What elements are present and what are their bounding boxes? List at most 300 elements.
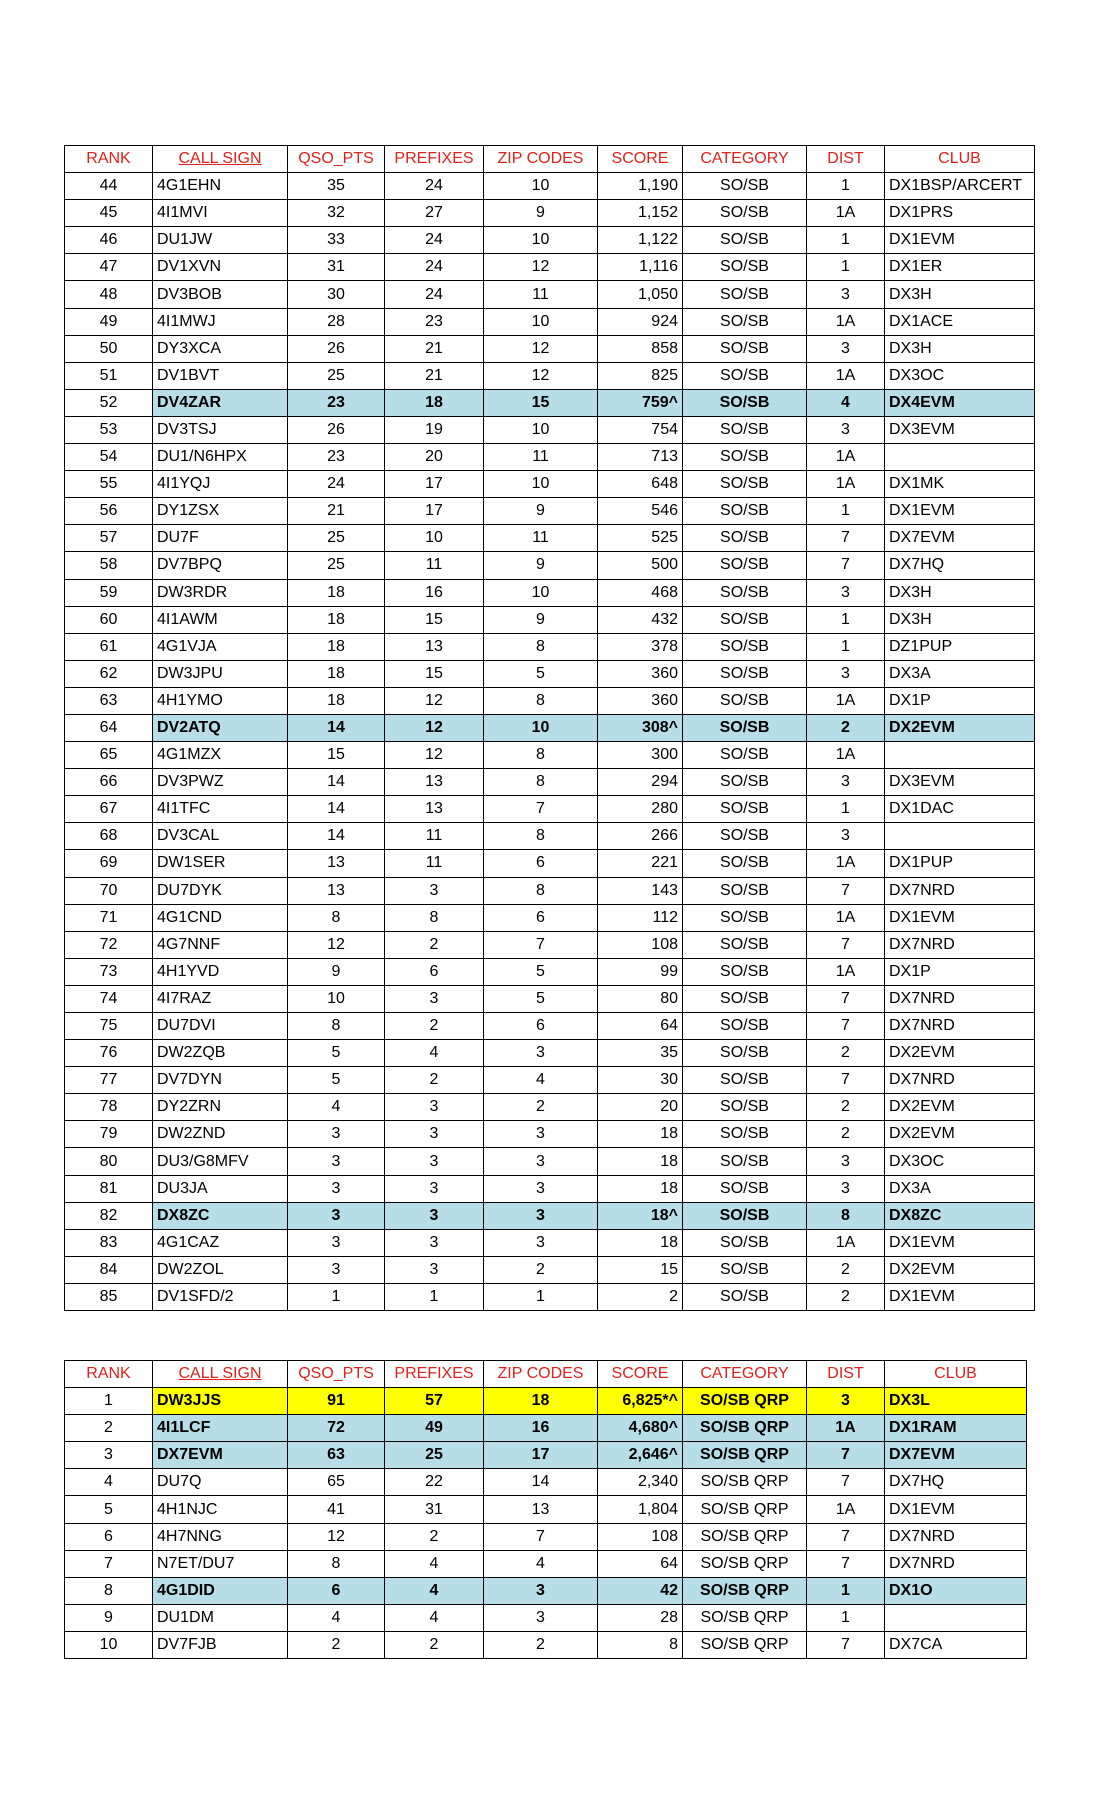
qso-pts-cell: 91 bbox=[288, 1388, 385, 1415]
club-cell: DX1EVM bbox=[885, 1229, 1035, 1256]
club-cell: DX3EVM bbox=[885, 769, 1035, 796]
table-row bbox=[65, 254, 1035, 281]
zip-codes-cell: 12 bbox=[484, 335, 598, 362]
prefixes-cell: 21 bbox=[385, 335, 484, 362]
prefixes-cell: 3 bbox=[385, 1094, 484, 1121]
dist-cell: 3 bbox=[807, 823, 885, 850]
rank-cell: 7 bbox=[65, 1550, 153, 1577]
prefixes-cell: 2 bbox=[385, 1523, 484, 1550]
score-cell: 360 bbox=[598, 687, 683, 714]
score-cell: 18 bbox=[598, 1148, 683, 1175]
rank-cell: 60 bbox=[65, 606, 153, 633]
prefixes-cell: 6 bbox=[385, 958, 484, 985]
dist-cell: 1 bbox=[807, 606, 885, 633]
score-cell: 1,050 bbox=[598, 281, 683, 308]
table-row bbox=[65, 904, 1035, 931]
prefixes-cell: 11 bbox=[385, 850, 484, 877]
zip-codes-cell: 17 bbox=[484, 1442, 598, 1469]
table-row bbox=[65, 958, 1035, 985]
zip-codes-header: ZIP CODES bbox=[484, 146, 598, 173]
table-row bbox=[65, 1550, 1027, 1577]
score-cell: 432 bbox=[598, 606, 683, 633]
rank-cell: 82 bbox=[65, 1202, 153, 1229]
prefixes-cell: 18 bbox=[385, 389, 484, 416]
rank-cell: 54 bbox=[65, 444, 153, 471]
qso-pts-cell: 1 bbox=[288, 1283, 385, 1310]
call-sign-cell: 4I1MWJ bbox=[153, 308, 288, 335]
rank-cell: 68 bbox=[65, 823, 153, 850]
zip-codes-cell: 5 bbox=[484, 660, 598, 687]
dist-cell: 7 bbox=[807, 1631, 885, 1658]
qso-pts-cell: 8 bbox=[288, 1013, 385, 1040]
call-sign-cell: DW2ZND bbox=[153, 1121, 288, 1148]
table-row bbox=[65, 335, 1035, 362]
table-row bbox=[65, 552, 1035, 579]
category-cell: SO/SB bbox=[683, 471, 807, 498]
qso-pts-cell: 28 bbox=[288, 308, 385, 335]
dist-cell: 1A bbox=[807, 444, 885, 471]
prefixes-cell: 15 bbox=[385, 660, 484, 687]
dist-cell: 2 bbox=[807, 1040, 885, 1067]
club-cell: DX3OC bbox=[885, 1148, 1035, 1175]
club-cell: DX3H bbox=[885, 606, 1035, 633]
category-cell: SO/SB bbox=[683, 579, 807, 606]
score-cell: 1,152 bbox=[598, 200, 683, 227]
club-cell bbox=[885, 444, 1035, 471]
call-sign-cell: DV7BPQ bbox=[153, 552, 288, 579]
zip-codes-cell: 13 bbox=[484, 1496, 598, 1523]
qso-pts-cell: 18 bbox=[288, 660, 385, 687]
dist-cell: 1A bbox=[807, 471, 885, 498]
dist-cell: 7 bbox=[807, 1550, 885, 1577]
rank-cell: 74 bbox=[65, 985, 153, 1012]
call-sign-cell: DV3BOB bbox=[153, 281, 288, 308]
call-sign-cell: DU1/N6HPX bbox=[153, 444, 288, 471]
qso-pts-cell: 23 bbox=[288, 444, 385, 471]
dist-cell: 7 bbox=[807, 552, 885, 579]
score-cell: 525 bbox=[598, 525, 683, 552]
dist-header: DIST bbox=[807, 1361, 885, 1388]
category-cell: SO/SB bbox=[683, 525, 807, 552]
category-cell: SO/SB bbox=[683, 1067, 807, 1094]
table-row bbox=[65, 1577, 1027, 1604]
score-cell: 1,122 bbox=[598, 227, 683, 254]
category-header: CATEGORY bbox=[683, 146, 807, 173]
qso-pts-cell: 10 bbox=[288, 985, 385, 1012]
call-sign-cell: DU3JA bbox=[153, 1175, 288, 1202]
call-sign-cell: 4G7NNF bbox=[153, 931, 288, 958]
call-sign-cell: DU7DVI bbox=[153, 1013, 288, 1040]
qso-pts-cell: 3 bbox=[288, 1202, 385, 1229]
club-cell: DX2EVM bbox=[885, 1256, 1035, 1283]
club-cell: DX1EVM bbox=[885, 1496, 1027, 1523]
dist-cell: 3 bbox=[807, 579, 885, 606]
rank-cell: 52 bbox=[65, 389, 153, 416]
score-cell: 6,825*^ bbox=[598, 1388, 683, 1415]
club-cell: DX3L bbox=[885, 1388, 1027, 1415]
qso-pts-cell: 5 bbox=[288, 1040, 385, 1067]
category-cell: SO/SB QRP bbox=[683, 1388, 807, 1415]
call-sign-cell: DY3XCA bbox=[153, 335, 288, 362]
qso-pts-cell: 18 bbox=[288, 579, 385, 606]
call-sign-cell: DV1BVT bbox=[153, 362, 288, 389]
score-cell: 1,804 bbox=[598, 1496, 683, 1523]
table-row bbox=[65, 498, 1035, 525]
prefixes-cell: 13 bbox=[385, 769, 484, 796]
table-row bbox=[65, 1496, 1027, 1523]
table-row bbox=[65, 1469, 1027, 1496]
score-cell: 500 bbox=[598, 552, 683, 579]
category-cell: SO/SB bbox=[683, 660, 807, 687]
zip-codes-cell: 10 bbox=[484, 579, 598, 606]
rank-cell: 85 bbox=[65, 1283, 153, 1310]
dist-cell: 7 bbox=[807, 1067, 885, 1094]
zip-codes-cell: 10 bbox=[484, 227, 598, 254]
prefixes-header: PREFIXES bbox=[385, 1361, 484, 1388]
score-cell: 1,190 bbox=[598, 173, 683, 200]
call-sign-cell: DW3RDR bbox=[153, 579, 288, 606]
rank-cell: 47 bbox=[65, 254, 153, 281]
dist-cell: 3 bbox=[807, 769, 885, 796]
club-cell: DX3H bbox=[885, 579, 1035, 606]
club-cell: DX2EVM bbox=[885, 1121, 1035, 1148]
category-cell: SO/SB bbox=[683, 850, 807, 877]
rank-cell: 55 bbox=[65, 471, 153, 498]
dist-cell: 1A bbox=[807, 308, 885, 335]
call-sign-cell: DV3PWZ bbox=[153, 769, 288, 796]
score-cell: 64 bbox=[598, 1013, 683, 1040]
score-cell: 294 bbox=[598, 769, 683, 796]
category-cell: SO/SB QRP bbox=[683, 1523, 807, 1550]
category-cell: SO/SB bbox=[683, 362, 807, 389]
call-sign-cell: DW2ZQB bbox=[153, 1040, 288, 1067]
prefixes-cell: 2 bbox=[385, 1631, 484, 1658]
rank-cell: 48 bbox=[65, 281, 153, 308]
category-cell: SO/SB QRP bbox=[683, 1442, 807, 1469]
dist-cell: 1 bbox=[807, 254, 885, 281]
rank-cell: 58 bbox=[65, 552, 153, 579]
zip-codes-cell: 1 bbox=[484, 1283, 598, 1310]
score-cell: 18 bbox=[598, 1175, 683, 1202]
call-sign-cell: DU7Q bbox=[153, 1469, 288, 1496]
dist-cell: 3 bbox=[807, 281, 885, 308]
score-cell: 360 bbox=[598, 660, 683, 687]
prefixes-cell: 3 bbox=[385, 1202, 484, 1229]
club-cell: DX1PUP bbox=[885, 850, 1035, 877]
table-row bbox=[65, 769, 1035, 796]
zip-codes-cell: 2 bbox=[484, 1631, 598, 1658]
category-cell: SO/SB bbox=[683, 877, 807, 904]
call-sign-cell: DX8ZC bbox=[153, 1202, 288, 1229]
dist-cell: 4 bbox=[807, 389, 885, 416]
qso-pts-cell: 3 bbox=[288, 1148, 385, 1175]
club-cell: DX7EVM bbox=[885, 525, 1035, 552]
prefixes-cell: 25 bbox=[385, 1442, 484, 1469]
score-cell: 759^ bbox=[598, 389, 683, 416]
call-sign-cell: DU7DYK bbox=[153, 877, 288, 904]
table-row bbox=[65, 1604, 1027, 1631]
call-sign-cell: 4I7RAZ bbox=[153, 985, 288, 1012]
category-cell: SO/SB bbox=[683, 606, 807, 633]
qso-pts-cell: 25 bbox=[288, 552, 385, 579]
qso-pts-cell: 21 bbox=[288, 498, 385, 525]
score-cell: 18 bbox=[598, 1229, 683, 1256]
score-cell: 143 bbox=[598, 877, 683, 904]
call-sign-cell: 4G1CAZ bbox=[153, 1229, 288, 1256]
rank-cell: 2 bbox=[65, 1415, 153, 1442]
rank-cell: 9 bbox=[65, 1604, 153, 1631]
zip-codes-cell: 12 bbox=[484, 254, 598, 281]
call-sign-cell: DW3JJS bbox=[153, 1388, 288, 1415]
zip-codes-cell: 10 bbox=[484, 416, 598, 443]
call-sign-cell: DV7DYN bbox=[153, 1067, 288, 1094]
club-cell bbox=[885, 823, 1035, 850]
qso-pts-cell: 30 bbox=[288, 281, 385, 308]
call-sign-cell: N7ET/DU7 bbox=[153, 1550, 288, 1577]
zip-codes-cell: 2 bbox=[484, 1256, 598, 1283]
prefixes-cell: 24 bbox=[385, 173, 484, 200]
table-row bbox=[65, 416, 1035, 443]
category-cell: SO/SB bbox=[683, 714, 807, 741]
category-cell: SO/SB bbox=[683, 958, 807, 985]
prefixes-cell: 8 bbox=[385, 904, 484, 931]
call-sign-cell: DV3CAL bbox=[153, 823, 288, 850]
results-table-so-sb bbox=[64, 145, 1035, 1311]
score-cell: 546 bbox=[598, 498, 683, 525]
qso-pts-cell: 3 bbox=[288, 1256, 385, 1283]
club-cell: DX1P bbox=[885, 687, 1035, 714]
prefixes-cell: 12 bbox=[385, 687, 484, 714]
qso-pts-cell: 14 bbox=[288, 823, 385, 850]
score-cell: 99 bbox=[598, 958, 683, 985]
rank-cell: 62 bbox=[65, 660, 153, 687]
dist-cell: 7 bbox=[807, 1442, 885, 1469]
call-sign-cell: 4I1TFC bbox=[153, 796, 288, 823]
club-cell: DX1EVM bbox=[885, 1283, 1035, 1310]
dist-cell: 7 bbox=[807, 931, 885, 958]
prefixes-cell: 21 bbox=[385, 362, 484, 389]
category-cell: SO/SB bbox=[683, 904, 807, 931]
prefixes-cell: 4 bbox=[385, 1040, 484, 1067]
rank-cell: 75 bbox=[65, 1013, 153, 1040]
table-row bbox=[65, 1229, 1035, 1256]
rank-cell: 67 bbox=[65, 796, 153, 823]
rank-cell: 10 bbox=[65, 1631, 153, 1658]
prefixes-cell: 22 bbox=[385, 1469, 484, 1496]
rank-cell: 71 bbox=[65, 904, 153, 931]
category-cell: SO/SB QRP bbox=[683, 1550, 807, 1577]
dist-cell: 2 bbox=[807, 1094, 885, 1121]
club-cell: DX2EVM bbox=[885, 1094, 1035, 1121]
zip-codes-cell: 10 bbox=[484, 173, 598, 200]
category-cell: SO/SB bbox=[683, 254, 807, 281]
dist-cell: 8 bbox=[807, 1202, 885, 1229]
prefixes-header: PREFIXES bbox=[385, 146, 484, 173]
qso-pts-cell: 4 bbox=[288, 1094, 385, 1121]
club-cell: DX3A bbox=[885, 1175, 1035, 1202]
zip-codes-cell: 9 bbox=[484, 552, 598, 579]
zip-codes-cell: 8 bbox=[484, 742, 598, 769]
prefixes-cell: 1 bbox=[385, 1283, 484, 1310]
call-sign-cell: DV1XVN bbox=[153, 254, 288, 281]
club-cell: DX1RAM bbox=[885, 1415, 1027, 1442]
dist-cell: 7 bbox=[807, 1469, 885, 1496]
club-cell: DX4EVM bbox=[885, 389, 1035, 416]
call-sign-header: CALL SIGN bbox=[153, 146, 288, 173]
category-cell: SO/SB QRP bbox=[683, 1604, 807, 1631]
qso-pts-cell: 3 bbox=[288, 1229, 385, 1256]
score-cell: 64 bbox=[598, 1550, 683, 1577]
club-cell: DX1DAC bbox=[885, 796, 1035, 823]
dist-cell: 2 bbox=[807, 1121, 885, 1148]
club-cell: DX3EVM bbox=[885, 416, 1035, 443]
dist-cell: 7 bbox=[807, 525, 885, 552]
rank-cell: 4 bbox=[65, 1469, 153, 1496]
table-row bbox=[65, 850, 1035, 877]
score-cell: 468 bbox=[598, 579, 683, 606]
club-cell: DX1ER bbox=[885, 254, 1035, 281]
category-cell: SO/SB QRP bbox=[683, 1415, 807, 1442]
table-row bbox=[65, 471, 1035, 498]
rank-cell: 50 bbox=[65, 335, 153, 362]
rank-cell: 56 bbox=[65, 498, 153, 525]
rank-header: RANK bbox=[65, 146, 153, 173]
score-cell: 2,646^ bbox=[598, 1442, 683, 1469]
zip-codes-cell: 8 bbox=[484, 769, 598, 796]
call-sign-cell: DY2ZRN bbox=[153, 1094, 288, 1121]
club-cell: DX7NRD bbox=[885, 1550, 1027, 1577]
qso-pts-cell: 15 bbox=[288, 742, 385, 769]
qso-pts-header: QSO_PTS bbox=[288, 1361, 385, 1388]
dist-cell: 7 bbox=[807, 1523, 885, 1550]
prefixes-cell: 4 bbox=[385, 1550, 484, 1577]
qso-pts-cell: 25 bbox=[288, 362, 385, 389]
dist-cell: 1 bbox=[807, 633, 885, 660]
score-cell: 713 bbox=[598, 444, 683, 471]
club-cell: DX7NRD bbox=[885, 1013, 1035, 1040]
qso-pts-cell: 13 bbox=[288, 850, 385, 877]
call-sign-cell: DW3JPU bbox=[153, 660, 288, 687]
club-cell: DX7NRD bbox=[885, 985, 1035, 1012]
header-row bbox=[65, 1361, 1027, 1388]
club-cell: DX1EVM bbox=[885, 904, 1035, 931]
score-header: SCORE bbox=[598, 146, 683, 173]
score-cell: 1,116 bbox=[598, 254, 683, 281]
category-cell: SO/SB bbox=[683, 498, 807, 525]
dist-cell: 3 bbox=[807, 1388, 885, 1415]
call-sign-cell: 4G1MZX bbox=[153, 742, 288, 769]
table-row bbox=[65, 1388, 1027, 1415]
club-cell bbox=[885, 1604, 1027, 1631]
qso-pts-cell: 18 bbox=[288, 606, 385, 633]
table-row bbox=[65, 714, 1035, 741]
qso-pts-cell: 3 bbox=[288, 1121, 385, 1148]
prefixes-cell: 20 bbox=[385, 444, 484, 471]
category-cell: SO/SB bbox=[683, 1283, 807, 1310]
zip-codes-cell: 18 bbox=[484, 1388, 598, 1415]
prefixes-cell: 11 bbox=[385, 823, 484, 850]
club-cell: DX7EVM bbox=[885, 1442, 1027, 1469]
table-row bbox=[65, 796, 1035, 823]
club-cell: DX7HQ bbox=[885, 1469, 1027, 1496]
prefixes-cell: 24 bbox=[385, 254, 484, 281]
qso-pts-cell: 65 bbox=[288, 1469, 385, 1496]
qso-pts-header: QSO_PTS bbox=[288, 146, 385, 173]
prefixes-cell: 19 bbox=[385, 416, 484, 443]
category-cell: SO/SB bbox=[683, 389, 807, 416]
table-row bbox=[65, 1121, 1035, 1148]
club-cell: DX1PRS bbox=[885, 200, 1035, 227]
call-sign-cell: DV4ZAR bbox=[153, 389, 288, 416]
call-sign-cell: 4I1YQJ bbox=[153, 471, 288, 498]
table-row bbox=[65, 823, 1035, 850]
club-cell: DX7HQ bbox=[885, 552, 1035, 579]
dist-cell: 1A bbox=[807, 1496, 885, 1523]
category-cell: SO/SB bbox=[683, 1229, 807, 1256]
club-cell: DX1MK bbox=[885, 471, 1035, 498]
rank-cell: 77 bbox=[65, 1067, 153, 1094]
rank-cell: 69 bbox=[65, 850, 153, 877]
table-row bbox=[65, 1283, 1035, 1310]
category-cell: SO/SB QRP bbox=[683, 1496, 807, 1523]
prefixes-cell: 3 bbox=[385, 985, 484, 1012]
club-cell: DX7NRD bbox=[885, 1523, 1027, 1550]
zip-codes-cell: 3 bbox=[484, 1148, 598, 1175]
table-row bbox=[65, 606, 1035, 633]
qso-pts-cell: 18 bbox=[288, 633, 385, 660]
qso-pts-cell: 33 bbox=[288, 227, 385, 254]
qso-pts-cell: 9 bbox=[288, 958, 385, 985]
zip-codes-cell: 3 bbox=[484, 1175, 598, 1202]
qso-pts-cell: 14 bbox=[288, 769, 385, 796]
dist-cell: 7 bbox=[807, 985, 885, 1012]
club-cell bbox=[885, 742, 1035, 769]
rank-cell: 70 bbox=[65, 877, 153, 904]
club-cell: DX1BSP/ARCERT bbox=[885, 173, 1035, 200]
dist-cell: 1A bbox=[807, 904, 885, 931]
rank-cell: 44 bbox=[65, 173, 153, 200]
zip-codes-cell: 10 bbox=[484, 308, 598, 335]
zip-codes-cell: 16 bbox=[484, 1415, 598, 1442]
prefixes-cell: 2 bbox=[385, 1067, 484, 1094]
call-sign-cell: DU7F bbox=[153, 525, 288, 552]
zip-codes-cell: 4 bbox=[484, 1067, 598, 1094]
zip-codes-cell: 5 bbox=[484, 958, 598, 985]
prefixes-cell: 11 bbox=[385, 552, 484, 579]
category-cell: SO/SB bbox=[683, 1121, 807, 1148]
qso-pts-cell: 25 bbox=[288, 525, 385, 552]
qso-pts-cell: 12 bbox=[288, 1523, 385, 1550]
category-cell: SO/SB bbox=[683, 1202, 807, 1229]
category-cell: SO/SB bbox=[683, 227, 807, 254]
zip-codes-cell: 3 bbox=[484, 1121, 598, 1148]
zip-codes-cell: 8 bbox=[484, 877, 598, 904]
category-cell: SO/SB bbox=[683, 173, 807, 200]
dist-cell: 1A bbox=[807, 958, 885, 985]
prefixes-cell: 17 bbox=[385, 498, 484, 525]
table-row bbox=[65, 1415, 1027, 1442]
club-cell: DX3A bbox=[885, 660, 1035, 687]
prefixes-cell: 15 bbox=[385, 606, 484, 633]
category-cell: SO/SB bbox=[683, 1040, 807, 1067]
score-cell: 280 bbox=[598, 796, 683, 823]
rank-cell: 57 bbox=[65, 525, 153, 552]
rank-cell: 72 bbox=[65, 931, 153, 958]
table-row bbox=[65, 633, 1035, 660]
qso-pts-cell: 12 bbox=[288, 931, 385, 958]
rank-cell: 80 bbox=[65, 1148, 153, 1175]
score-cell: 2 bbox=[598, 1283, 683, 1310]
